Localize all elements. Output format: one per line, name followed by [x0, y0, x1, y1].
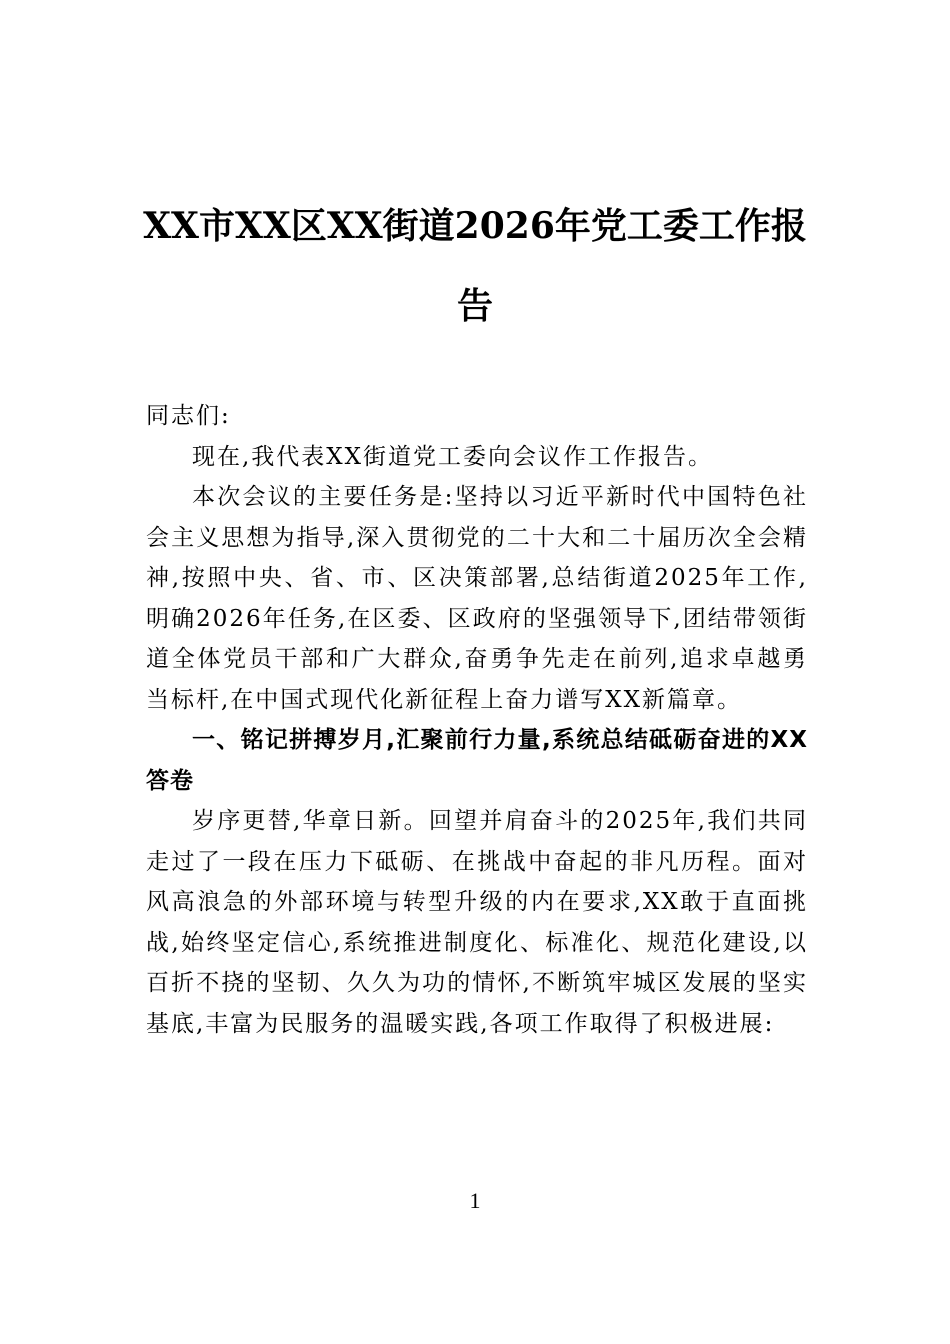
salutation: 同志们:	[146, 403, 231, 429]
section-heading: 一、铭记拼搏岁月,汇聚前行力量,系统总结砥砺奋进的XX答卷	[146, 727, 808, 794]
opening-paragraph: 现在,我代表XX街道党工委向会议作工作报告。	[192, 443, 714, 470]
document-title: XX市XX区XX街道2026年党工委工作报告	[143, 205, 807, 327]
tasks-paragraph: 本次会议的主要任务是:坚持以习近平新时代中国特色社会主义思想为指导,深入贯彻党的二十大和二十届历次全会精神,按照中央、省、市、区决策部署,总结街道2025年工作,明确2026年任务,在区委、区政府的坚强领导下,团结带领街道全体党员干部和广大群众,奋勇争先走在前列,追求卓越勇当标杆,在中国式现代化新征程上奋力谱写XX新篇章。	[146, 484, 808, 713]
page-number: 1	[469, 1188, 481, 1213]
section-paragraph: 岁序更替,华章日新。回望并肩奋斗的2025年,我们共同走过了一段在压力下砥砺、在挑战中奋起的非凡历程。面对风高浪急的外部环境与转型升级的内在要求,XX敢于直面挑战,始终坚定信心,系统推进制度化、标准化、规范化建设,以百折不挠的坚韧、久久为功的情怀,不断筑牢城区发展的坚实基底,丰富为民服务的温暖实践,各项工作取得了积极进展:	[146, 808, 808, 1037]
document-body	[146, 396, 808, 1044]
